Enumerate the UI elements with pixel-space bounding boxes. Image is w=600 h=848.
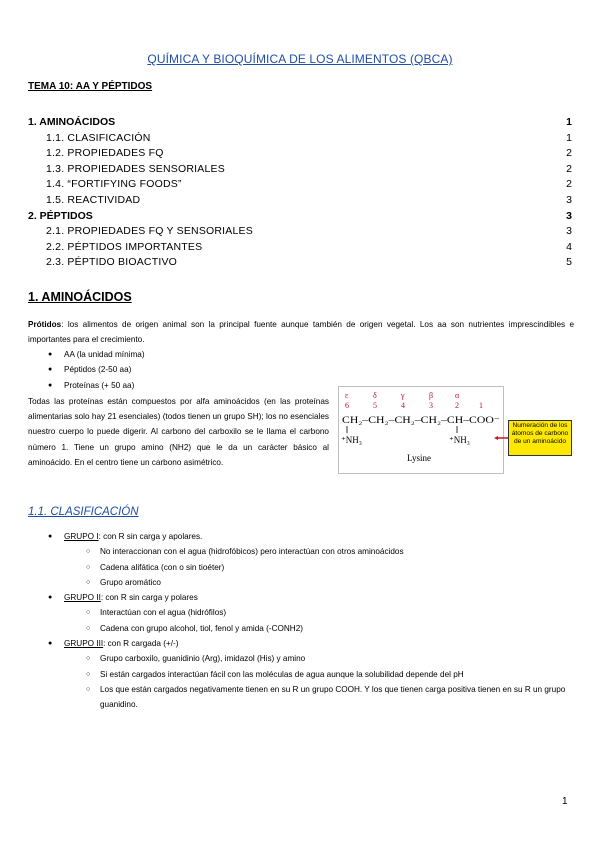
sub-list <box>64 651 578 712</box>
list-item: ○ Grupo aromático <box>64 575 578 590</box>
toc-entry[interactable] <box>28 225 572 241</box>
toc-entry-label: 2.3. PÉPTIDO BIOACTIVO <box>46 256 178 269</box>
sub-list <box>64 605 578 636</box>
group-label: GRUPO III <box>64 639 104 649</box>
greek-label: γ <box>401 391 405 400</box>
group-label: GRUPO I <box>64 532 99 541</box>
toc-entry[interactable] <box>28 178 572 194</box>
group-text: : con R sin carga y polares <box>100 593 198 603</box>
list-item: ○ Interactúan con el agua (hidrófilos) <box>64 605 578 620</box>
lysine-formula: CH₂–CH₂–CH₂–CH₂–CH–COO⁻ <box>342 415 501 425</box>
page-number: 1 <box>562 796 568 807</box>
protidos-term: Prótidos <box>28 320 62 329</box>
toc-entry-page: 4 <box>566 240 572 253</box>
nh3-left: ⁺NH₃ <box>341 435 362 445</box>
list-item: ● Proteínas (+ 50 aa) <box>48 378 145 393</box>
greek-label: ε <box>345 391 349 400</box>
list-item <box>48 590 578 636</box>
group-text: : con R cargada (+/-) <box>103 639 179 649</box>
section-heading-clasificacion: 1.1. CLASIFICACIÓN <box>28 506 139 518</box>
list-item: ○ No interaccionan con el agua (hidrofóbicos) pero interactúan con otros aminoácidos <box>64 544 578 559</box>
carbon-number: 4 <box>401 401 405 410</box>
group-label: GRUPO II <box>64 593 101 603</box>
toc-entry-page: 2 <box>566 147 572 160</box>
toc-entry-label: 2. PÉPTIDOS <box>28 209 93 222</box>
toc-entry-page: 1 <box>566 131 572 144</box>
toc-entry[interactable] <box>28 194 572 210</box>
sub-list <box>64 544 578 590</box>
toc-entry-page: 3 <box>566 209 572 222</box>
list-item: ● Péptidos (2-50 aa) <box>48 362 145 377</box>
classification-list <box>48 529 578 713</box>
carbon-number: 6 <box>345 401 349 410</box>
toc-entry-label: 2.2. PÉPTIDOS IMPORTANTES <box>46 240 203 253</box>
carbon-number: 2 <box>455 401 459 410</box>
toc-entry-label: 1.4. “FORTIFYING FOODS” <box>46 178 182 191</box>
nh3-right: ⁺NH₃ <box>449 435 470 445</box>
toc-entry-page: 1 <box>566 116 572 128</box>
list-item: ○ Grupo carboxilo, guanidinio (Arg), imidazol (His) y amino <box>64 651 578 666</box>
lysine-structure-diagram <box>339 387 503 473</box>
toc-entry[interactable] <box>28 163 572 179</box>
section-heading-aminoacidos: 1. AMINOÁCIDOS <box>28 290 132 304</box>
toc-entry[interactable] <box>28 147 572 163</box>
lysine-figure <box>338 386 504 474</box>
toc-entry-page: 2 <box>566 178 572 191</box>
table-of-contents <box>28 116 572 272</box>
toc-entry-page: 2 <box>566 162 572 175</box>
carbon-number: 1 <box>479 401 483 410</box>
toc-entry[interactable] <box>28 241 572 257</box>
list-item <box>48 529 578 590</box>
toc-entry-label: 1. AMINOÁCIDOS <box>28 116 116 128</box>
document-subtitle: TEMA 10: AA Y PÉPTIDOS <box>28 81 153 92</box>
arrow-left-icon <box>494 436 508 440</box>
list-item: ○ Cadena con grupo alcohol, tiol, fenol y amida (-CONH2) <box>64 621 578 636</box>
list-item: ○ Cadena alifática (con o sin tioéter) <box>64 560 578 575</box>
carbon-number: 5 <box>373 401 377 410</box>
greek-label: α <box>455 391 460 400</box>
toc-entry[interactable] <box>28 132 572 148</box>
list-item: ○ Los que están cargados negativamente tienen en su R un grupo COOH. Y los que tienen carga positiva tienen en su R un grupo guanidino. <box>64 682 578 713</box>
list-item <box>48 636 578 712</box>
toc-entry-label: 1.2. PROPIEDADES FQ <box>46 147 164 160</box>
carbon-number: 3 <box>429 401 433 410</box>
toc-entry-page: 3 <box>566 193 572 206</box>
list-item: ● AA (la unidad mínima) <box>48 347 145 362</box>
toc-entry-page: 3 <box>566 225 572 238</box>
list-item: ○ Si están cargados interactúan fácil con las moléculas de agua aunque la solubilidad depende del pH <box>64 667 578 682</box>
toc-entry[interactable] <box>28 210 572 226</box>
toc-entry-label: 1.5. REACTIVIDAD <box>46 193 141 206</box>
toc-entry-label: 1.3. PROPIEDADES SENSORIALES <box>46 162 225 175</box>
protein-levels-list <box>48 347 145 393</box>
figure-caption: Lysine <box>407 453 431 463</box>
greek-label: δ <box>373 391 377 400</box>
toc-entry[interactable] <box>28 116 572 132</box>
toc-entry-page: 5 <box>566 256 572 269</box>
toc-entry[interactable] <box>28 256 572 272</box>
document-title: QUÍMICA Y BIOQUÍMICA DE LOS ALIMENTOS (QBCA) <box>147 52 453 66</box>
aminoacid-paragraph: Todas las proteínas están compuestos por alfa aminoácidos (en las proteínas alimentarias solo hay 21 esenciales) (todos tienen un grupo SH); los no esenciales nuestro cuerpo lo puede digerir. Al carbono del carboxilo se le llama el carbono número 1. Tiene un grupo amino (NH2) que le da un carácter básico al aminoácido. En el centro tiene un carbono asimétrico. <box>28 397 329 467</box>
protidos-text: : los alimentos de origen animal son la principal fuente aunque también de origen vegetal. Los aa son nutrientes imprescindibles e importantes para el crecimiento. <box>28 320 574 345</box>
greek-label: β <box>429 391 434 400</box>
toc-entry-label: 1.1. CLASIFICACIÓN <box>46 131 151 144</box>
group-text: : con R sin carga y apolares. <box>98 532 203 541</box>
toc-entry-label: 2.1. PROPIEDADES FQ Y SENSORIALES <box>46 225 253 238</box>
callout-box: Numeración de los átomos de carbono de un aminoácido <box>508 420 572 456</box>
protidos-paragraph <box>28 317 574 347</box>
